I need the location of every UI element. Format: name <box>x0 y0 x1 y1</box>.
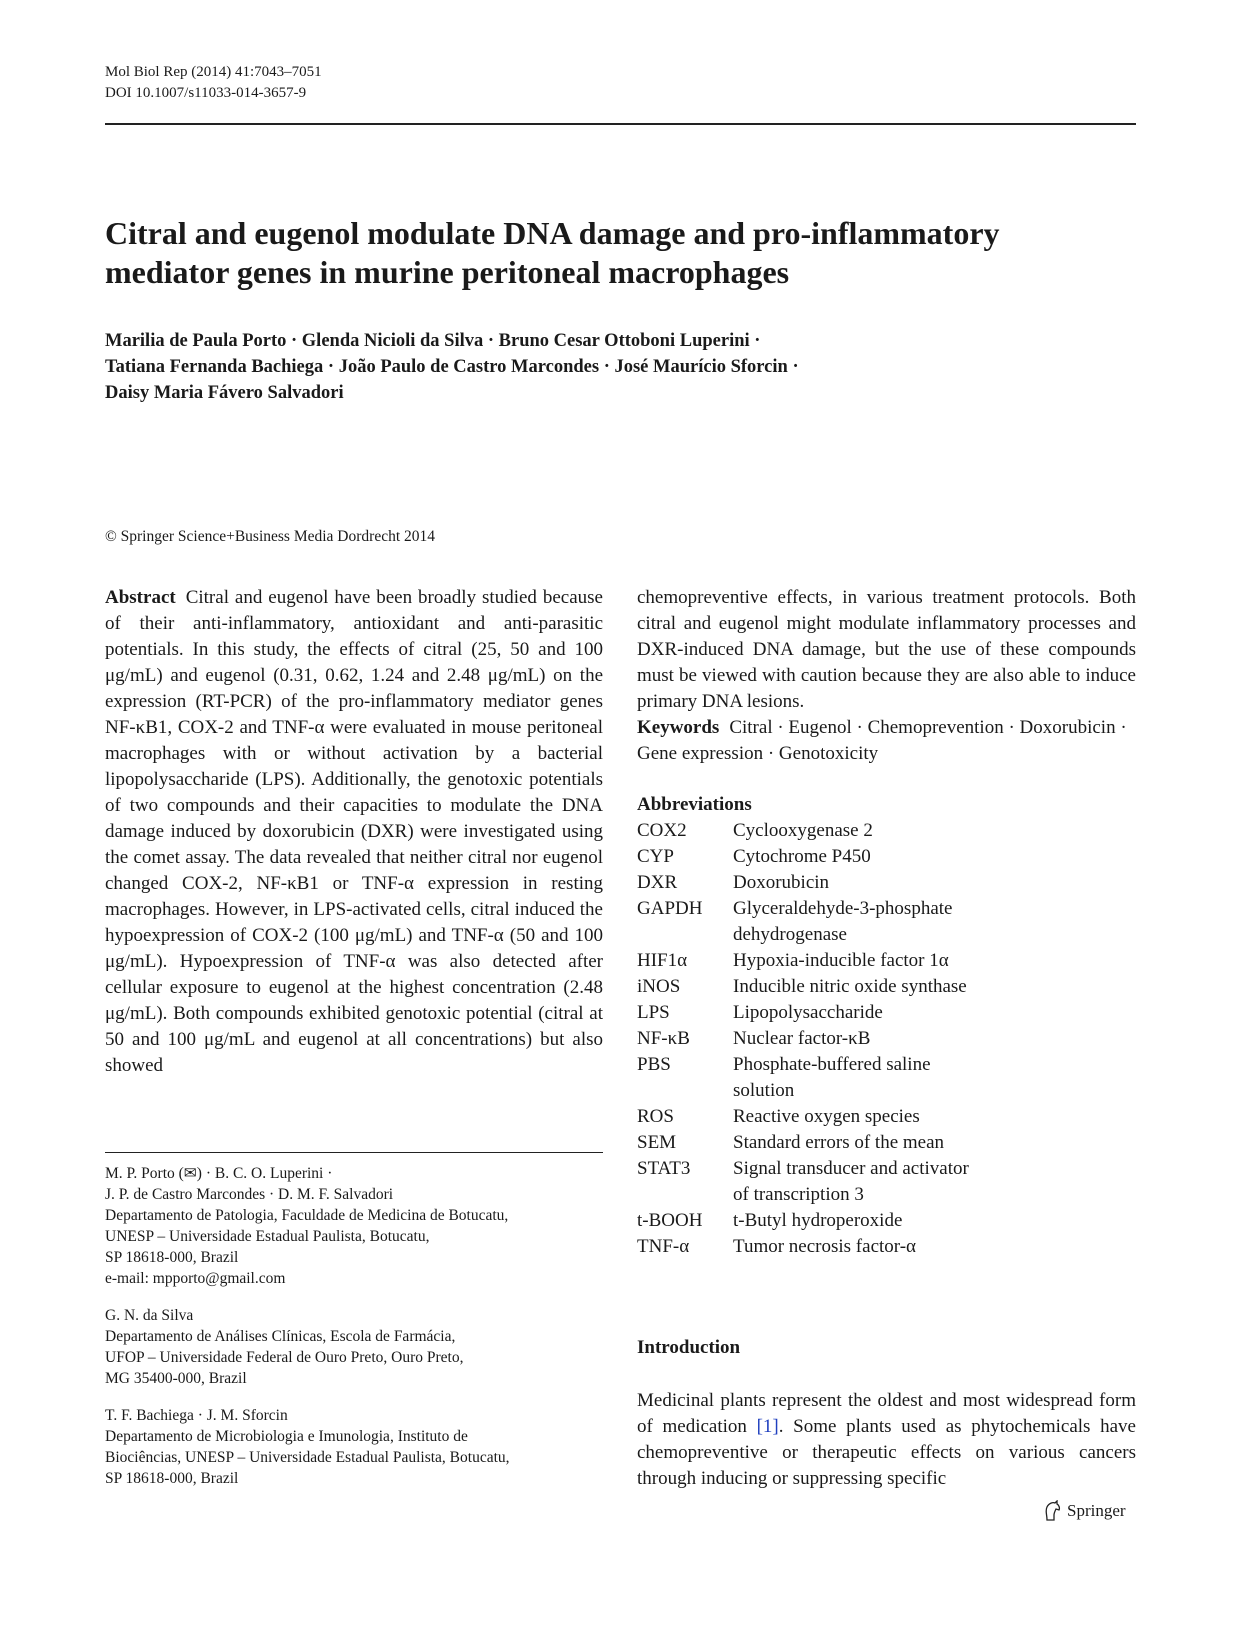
abstract-continuation: chemopreventive effects, in various treatment protocols. Both citral and eugenol might modulate inflammatory processes and DXR-induced DNA damage, but the use of these compounds must be viewed with caution because they are also able to induce primary DNA lesions. <box>637 587 1136 712</box>
affiliation-address: SP 18618-000, Brazil <box>105 1470 239 1487</box>
affiliation-address: Biociências, UNESP – Universidade Estadual Paulista, Botucatu, <box>105 1449 510 1466</box>
affiliation-1 <box>105 1163 605 1289</box>
introduction-text <box>637 1388 1136 1492</box>
abbreviation-row <box>637 844 983 870</box>
affiliation-2 <box>105 1305 605 1389</box>
abbreviation-row <box>637 1156 983 1208</box>
abbreviation-term: ROS <box>637 1106 674 1127</box>
abbreviation-definition: Cytochrome P450 <box>733 846 871 867</box>
abbreviation-term: t-BOOH <box>637 1210 703 1231</box>
author: João Paulo de Castro Marcondes <box>338 357 600 377</box>
abbreviation-definition: Cyclooxygenase 2 <box>733 820 873 841</box>
abbreviations-table <box>637 818 983 1260</box>
copyright-notice: © Springer Science+Business Media Dordrecht 2014 <box>105 528 436 545</box>
header-rule <box>105 123 1136 125</box>
affiliation-address: UFOP – Universidade Federal de Ouro Preto, Ouro Preto, <box>105 1349 464 1366</box>
abbreviation-row <box>637 1208 983 1234</box>
affiliation-authors: T. F. Bachiega · J. M. Sforcin <box>105 1407 288 1424</box>
affiliation-address: MG 35400-000, Brazil <box>105 1370 247 1387</box>
affiliation-3 <box>105 1405 605 1489</box>
keywords-label: Keywords <box>637 717 720 738</box>
abbreviation-definition: Signal transducer and activator of transcription 3 <box>733 1158 969 1205</box>
abbreviation-term: NF-κB <box>637 1028 690 1049</box>
abbreviation-definition: Reactive oxygen species <box>733 1106 920 1127</box>
abbreviation-term: DXR <box>637 872 678 893</box>
affiliation-email: e-mail: mpporto@gmail.com <box>105 1270 286 1287</box>
abbreviation-definition: Tumor necrosis factor-α <box>733 1236 917 1257</box>
affiliation-address: Departamento de Análises Clínicas, Escola de Farmácia, <box>105 1328 456 1345</box>
abbreviation-definition: Standard errors of the mean <box>733 1132 945 1153</box>
affiliation-authors: M. P. Porto (✉) · B. C. O. Luperini · <box>105 1165 333 1182</box>
abstract <box>105 585 603 1079</box>
abbreviation-term: COX2 <box>637 820 687 841</box>
abbreviation-term: PBS <box>637 1054 671 1075</box>
springer-horse-icon <box>1042 1500 1062 1522</box>
abbreviation-row <box>637 1026 983 1052</box>
abbreviation-term: STAT3 <box>637 1158 691 1179</box>
abbreviation-row <box>637 948 983 974</box>
abbreviation-row <box>637 1234 983 1260</box>
abbreviation-term: TNF-α <box>637 1236 690 1257</box>
affiliation-address: SP 18618-000, Brazil <box>105 1249 239 1266</box>
doi: DOI 10.1007/s11033-014-3657-9 <box>105 85 307 101</box>
affiliation-authors: J. P. de Castro Marcondes · D. M. F. Salvadori <box>105 1186 394 1203</box>
abbreviation-definition: Doxorubicin <box>733 872 830 893</box>
abbreviation-row <box>637 1052 983 1104</box>
publisher-name: Springer <box>1067 1501 1126 1520</box>
journal-header <box>105 62 322 104</box>
abbreviation-definition: Inducible nitric oxide synthase <box>733 976 967 997</box>
citation-link[interactable]: [1] <box>756 1416 779 1437</box>
affiliation-authors: G. N. da Silva <box>105 1307 194 1324</box>
abbreviation-term: SEM <box>637 1132 677 1153</box>
introduction-heading: Introduction <box>637 1337 741 1358</box>
abbreviation-definition: Nuclear factor-κB <box>733 1028 871 1049</box>
intro-text-part: Medicinal plants represent the oldest and most widespread form of medication <box>637 1390 1136 1437</box>
author: Bruno Cesar Ottoboni Luperini <box>498 331 750 351</box>
journal-citation: Mol Biol Rep (2014) 41:7043–7051 <box>105 64 322 80</box>
abstract-label: Abstract <box>105 587 176 608</box>
abbreviation-row <box>637 1104 983 1130</box>
author: Daisy Maria Fávero Salvadori <box>105 383 344 403</box>
abbreviation-definition: t-Butyl hydroperoxide <box>733 1210 903 1231</box>
abbreviation-definition: Hypoxia-inducible factor 1α <box>733 950 949 971</box>
abbreviation-definition: Lipopolysaccharide <box>733 1002 883 1023</box>
publisher-logo <box>1042 1500 1126 1522</box>
abbreviation-row <box>637 818 983 844</box>
abbreviation-row <box>637 896 983 948</box>
author: José Maurício Sforcin <box>614 357 788 377</box>
abbreviation-term: HIF1α <box>637 950 688 971</box>
abbreviation-row <box>637 1130 983 1156</box>
footnote-rule <box>105 1152 603 1153</box>
author: Tatiana Fernanda Bachiega <box>105 357 324 377</box>
affiliation-address: Departamento de Patologia, Faculdade de Medicina de Botucatu, <box>105 1207 509 1224</box>
abbreviation-definition: Phosphate-buffered saline solution <box>733 1054 931 1101</box>
abbreviation-term: iNOS <box>637 976 681 997</box>
abbreviation-row <box>637 870 983 896</box>
abbreviation-term: GAPDH <box>637 898 703 919</box>
abbreviation-definition: Glyceraldehyde-3-phosphate dehydrogenase <box>733 898 953 945</box>
abbreviations-title: Abbreviations <box>637 794 752 815</box>
author: Marilia de Paula Porto <box>105 331 287 351</box>
abbreviation-term: CYP <box>637 846 674 867</box>
intro-text-part: . Some plants used as phytochemicals have chemopreventive or therapeutic effects on various cancers through inducing or suppressing specific <box>637 1416 1136 1489</box>
abstract-text: Citral and eugenol have been broadly studied because of their anti-inflammatory, antioxidant and anti-parasitic potentials. In this study, the effects of citral (25, 50 and 100 μg/mL) and eugenol (0.31, 0.62, 1.24 and 2.48 μg/mL) on the expression (RT-PCR) of the pro-inflammatory mediator genes NF-κB1, COX-2 and TNF-α were evaluated in mouse peritoneal macrophages with or without activation by a bacterial lipopolysaccharide (LPS). Additionally, the genotoxic potentials of two compounds and their capacities to modulate the DNA damage induced by doxorubicin (DXR) were investigated using the comet assay. The data revealed that neither citral nor eugenol changed COX-2, NF-κB1 or TNF-α expression in resting macrophages. However, in LPS-activated cells, citral induced the hypoexpression of COX-2 (100 μg/mL) and TNF-α (50 and 100 μg/mL). Hypoexpression of TNF-α was also detected after cellular exposure to eugenol at the highest concentration (2.48 μg/mL). Both compounds exhibited genotoxic potential (citral at 50 and 100 μg/mL and eugenol at all concentrations) but also showed <box>105 587 603 1076</box>
keywords <box>637 715 1136 767</box>
abbreviation-row <box>637 1000 983 1026</box>
abbreviation-term: LPS <box>637 1002 670 1023</box>
author-list: Marilia de Paula Porto · Glenda Nicioli da Silva · Bruno Cesar Ottoboni Luperini · Tatiana Fernanda Bachiega · João Paulo de Castro Marcondes · José Maurício Sforcin · Daisy Maria Fávero Salvadori <box>105 331 799 403</box>
author: Glenda Nicioli da Silva <box>301 331 484 351</box>
affiliation-address: Departamento de Microbiologia e Imunologia, Instituto de <box>105 1428 468 1445</box>
right-column <box>637 585 1136 1260</box>
abbreviation-row <box>637 974 983 1000</box>
affiliation-address: UNESP – Universidade Estadual Paulista, Botucatu, <box>105 1228 430 1245</box>
paper-title: Citral and eugenol modulate DNA damage and pro-inflammatory mediator genes in murine peritoneal macrophages <box>105 215 1000 290</box>
abstract-left-column <box>105 585 603 1079</box>
keywords-text: Citral · Eugenol · Chemoprevention · Doxorubicin · Gene expression · Genotoxicity <box>637 717 1127 764</box>
